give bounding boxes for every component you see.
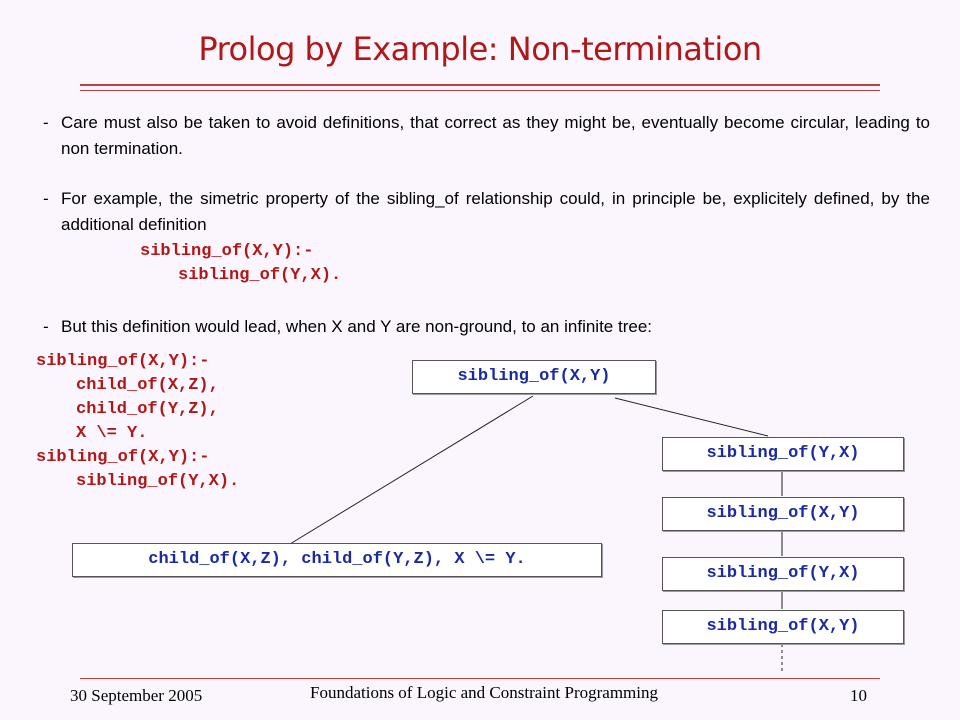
program-line: sibling_of(X,Y):- xyxy=(36,448,210,467)
tree-node-left-child: child_of(X,Z), child_of(Y,Z), X \= Y. xyxy=(72,543,602,577)
tree-node-chain: sibling_of(Y,X) xyxy=(662,557,904,591)
bullet-dash: - xyxy=(43,317,49,336)
program-line: child_of(X,Z), xyxy=(76,376,219,395)
tree-node-root: sibling_of(X,Y) xyxy=(412,360,656,394)
program-line: sibling_of(X,Y):- xyxy=(36,352,210,371)
footer-course: Foundations of Logic and Constraint Programming xyxy=(310,683,658,702)
paragraph-text: But this definition would lead, when X and Y are non-ground, to an infinite tree: xyxy=(61,317,652,336)
footer-page-number: 10 xyxy=(850,686,867,705)
tree-node-chain: sibling_of(X,Y) xyxy=(662,610,904,644)
footer-date: 30 September 2005 xyxy=(70,686,203,705)
edge-root-right xyxy=(615,398,768,436)
bullet-dash: - xyxy=(43,189,49,208)
code-line: sibling_of(Y,X). xyxy=(178,266,342,285)
bullet-dash: - xyxy=(43,113,49,132)
program-line: sibling_of(Y,X). xyxy=(76,472,240,491)
footer-rule xyxy=(80,678,880,679)
code-line: sibling_of(X,Y):- xyxy=(140,242,314,261)
paragraph-text: Care must also be taken to avoid definitions, that correct as they might be, eventually become circular, leading to non termination. xyxy=(61,113,930,158)
tree-node-chain: sibling_of(X,Y) xyxy=(662,497,904,531)
tree-node-chain: sibling_of(Y,X) xyxy=(662,437,904,471)
edge-root-left xyxy=(290,396,533,544)
paragraph-text: For example, the simetric property of the sibling_of relationship could, in principle be, explicitely defined, by the additional definition xyxy=(61,189,930,234)
program-line: child_of(Y,Z), xyxy=(76,400,219,419)
slide-title: Prolog by Example: Non-termination xyxy=(198,30,762,68)
program-line: X \= Y. xyxy=(76,424,148,443)
